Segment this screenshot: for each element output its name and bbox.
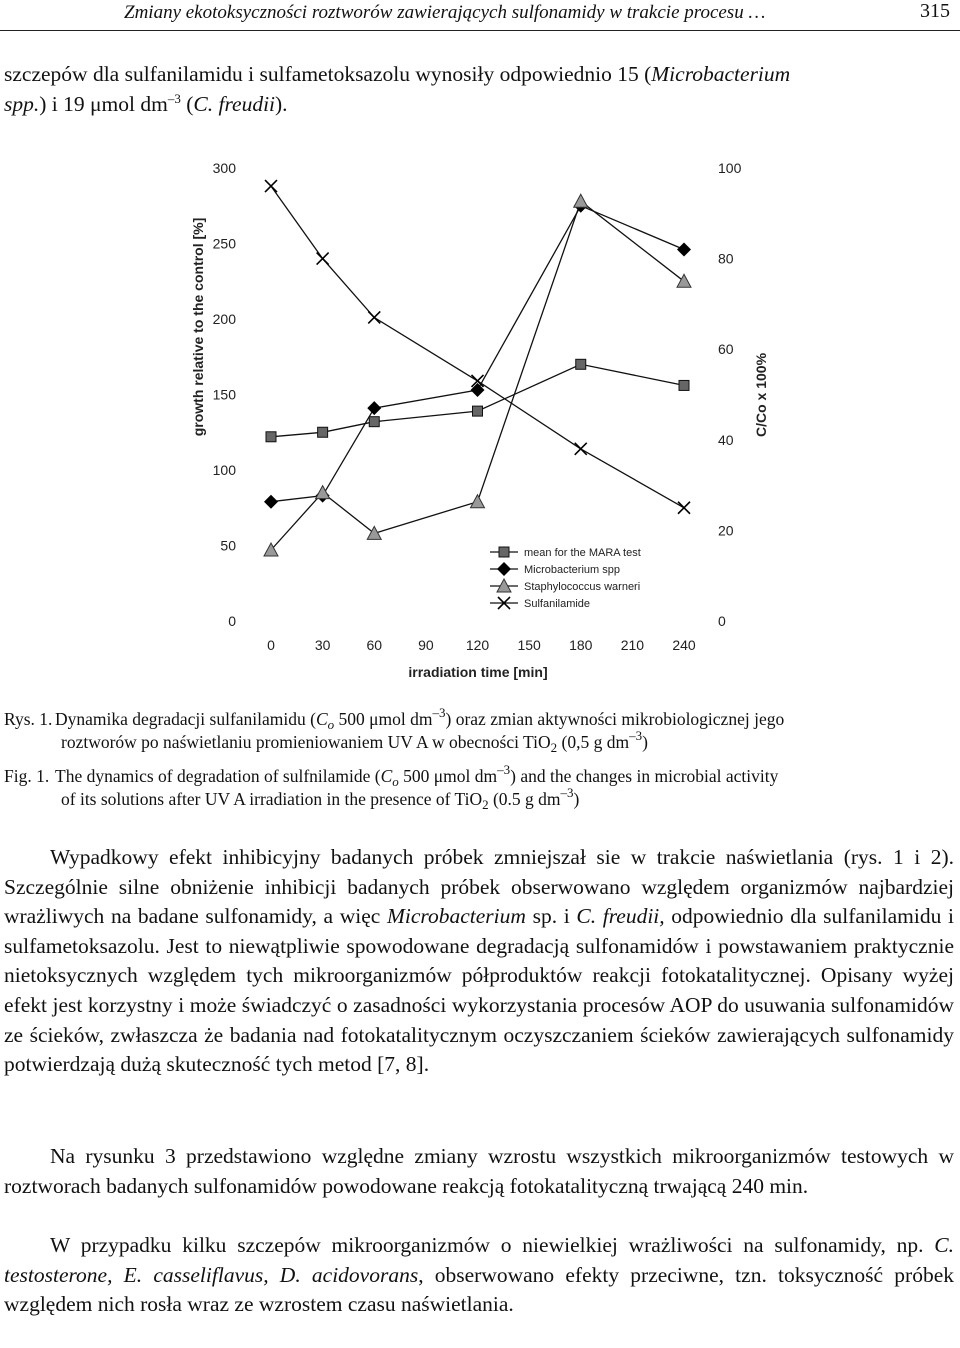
data-point [367, 401, 381, 415]
y-tick-label: 50 [220, 537, 236, 554]
intro-text: szczepów dla sulfanilamidu i sulfametoksazolu wynosiły odpowiednio 15 (Microbacterium spp.) i 19 μmol $dm^{-3}$ (C. freudii). [4, 62, 791, 116]
legend-label: Microbacterium spp [524, 564, 620, 576]
x-tick-label: 150 [517, 637, 541, 653]
x-tick-label: 240 [672, 637, 696, 653]
x-tick-label: 60 [366, 637, 383, 653]
data-point [368, 311, 380, 323]
y2-tick-label: 40 [718, 431, 734, 448]
data-point [471, 495, 485, 508]
running-title: Zmiany ekotoksyczności roztworów zawierających sulfonamidy w trakcie procesu … [124, 2, 766, 23]
data-point [677, 243, 691, 257]
data-point [473, 406, 483, 416]
y-tick-label: 300 [212, 160, 236, 176]
data-point [367, 526, 381, 539]
data-point [265, 180, 277, 192]
y-axis-label: growth relative to the control [%] [190, 217, 206, 437]
y-axis-left-ticks [213, 160, 237, 629]
y2-tick-label: 60 [718, 341, 734, 358]
data-point [369, 417, 379, 427]
x-tick-label: 90 [418, 637, 434, 653]
x-axis-label: irradiation time [min] [408, 664, 548, 680]
x-tick-label: 180 [569, 637, 593, 653]
x-tick-label: 210 [620, 637, 645, 653]
data-point [264, 495, 278, 509]
y-tick-label: 150 [212, 386, 236, 403]
x-axis-ticks [267, 637, 696, 653]
figure-caption-en: Fig. 1. The dynamics of degradation of sulfnilamide ($C_o$ 500 μmol $dm^{-3}$) and the changes in microbial activity of its solutions after UV A irradiation in the presence of TiO$_2$ (0.5 g $dm^{-3}$) [4, 762, 779, 812]
page-number: 315 [920, 0, 950, 22]
y2-tick-label: 100 [718, 160, 742, 176]
data-point [574, 194, 588, 207]
y-tick-label: 100 [212, 462, 236, 478]
data-point [575, 443, 587, 455]
data-point [677, 274, 691, 287]
y2-tick-label: 80 [718, 250, 734, 267]
paragraph-1: Wypadkowy efekt inhibicyjny badanych próbek zmniejszał sie w trakcie naświetlania (rys. 1 i 2). Szczególnie silne obniżenie inhibicji badanych próbek obserwowano względem organizmów najbardziej wrażliwych na badane sulfonamidy, a więc Microbacterium sp. i C. freudii, odpowiednio dla sulfanilamidu i sulfametoksazolu. Jest to niewątpliwie spowodowane degradacją sulfonamidów i powstawaniem praktycznie nietoksycznych względem tych mikroorganizmów półproduktów reakcji fotokatalitycznej. Opisany wyżej efekt jest korzystny i może świadczyć o zasadności wykorzystania procesów AOP do usuwania sulfonamidów ze ścieków, zwłaszcza że badania nad fotokatalitycznym oczyszczaniem ścieków zawierających sulfonamidy potwierdzają dużą skuteczność tych metod [7, 8]. [4, 845, 954, 1077]
degradation-chart [180, 150, 800, 690]
y-tick-label: 250 [212, 235, 236, 252]
paragraph-2: Na rysunku 3 przedstawiono względne zmiany wzrostu wszystkich mikroorganizmów testowych w roztworach badanych sulfonamidów powodowane reakcją fotokatalityczną trwającą 240 min. [4, 1144, 954, 1198]
data-point [576, 359, 586, 369]
y2-tick-label: 20 [718, 522, 734, 539]
x-tick-label: 0 [267, 637, 275, 653]
data-point [266, 432, 276, 442]
chart-legend [490, 547, 641, 610]
y-axis-right-ticks [718, 160, 742, 629]
legend-label: mean for the MARA test [524, 547, 641, 559]
legend-marker [499, 547, 509, 557]
legend-marker [497, 562, 511, 576]
x-tick-label: 30 [314, 637, 331, 653]
data-point [679, 380, 689, 390]
series-line-0 [271, 364, 684, 437]
data-point [678, 502, 690, 514]
x-tick-label: 120 [465, 637, 490, 653]
y-tick-label: 200 [212, 311, 236, 327]
y2-tick-label: 0 [718, 613, 726, 629]
data-point [318, 427, 328, 437]
paragraph-3: W przypadku kilku szczepów mikroorganizmów o niewielkiej wrażliwości na sulfonamidy, np. C. testosterone, E. casseliflavus, D. acidovorans, obserwowano efekty przeciwne, tzn. toksyczność próbek względem nich rosła wraz ze wzrostem czasu naświetlania. [4, 1233, 954, 1317]
data-point [317, 253, 329, 265]
series-line-3 [271, 186, 684, 508]
page-header [0, 0, 960, 31]
series-line-1 [271, 206, 684, 502]
y2-axis-label: C/Co x 100% [753, 352, 769, 438]
y-tick-label: 0 [228, 613, 236, 629]
figure-caption-pl: Rys. 1. Dynamika degradacji sulfanilamidu ($C_o$ 500 μmol $dm^{-3}$) oraz zmian aktywności mikrobiologicznej jego roztworów po naświetlaniu promieniowaniem UV A w obecności TiO$_2$ (0,5 g $dm^{-3}$) [4, 705, 785, 755]
legend-label: Sulfanilamide [524, 598, 591, 610]
legend-label: Staphylococcus warneri [524, 581, 641, 593]
